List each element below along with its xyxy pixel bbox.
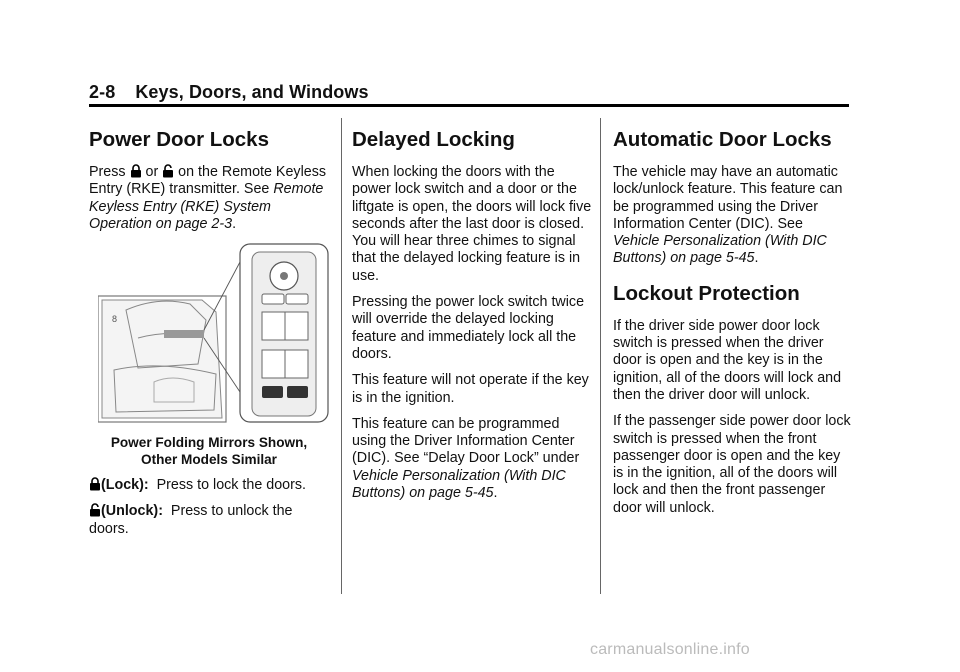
- lock-icon: [89, 477, 101, 491]
- unlock-switch: [287, 386, 308, 398]
- door-switch-illustration: [98, 242, 330, 424]
- ref-rke-operation: Remote Keyless Entry (RKE) System Operation on page 2-3: [89, 181, 324, 232]
- column-divider-2: [600, 118, 601, 594]
- caption-line-2: Other Models Similar: [141, 451, 277, 467]
- header-rule: [89, 104, 849, 107]
- text-rke: on the Remote Keyless Entry (RKE) transmitter. See: [89, 164, 326, 198]
- ref-vehicle-personalization: Vehicle Personalization (With DIC Buttons) on page 5-45: [613, 233, 827, 267]
- paragraph-lockout-1: If the driver side power door lock switch is pressed when the driver door is open and the key is in the ignition, all of the doors will lock and then the driver door will unlock.: [613, 317, 842, 403]
- text-automatic: The vehicle may have an automatic lock/unlock feature. This feature can be programmed using the Driver Information Center (DIC). See: [613, 164, 843, 232]
- paragraph-delayed-4: [352, 416, 592, 502]
- paragraph-delayed-3: This feature will not operate if the key is in the ignition.: [352, 372, 589, 406]
- text-or: or: [141, 164, 163, 180]
- paragraph-delayed-1: When locking the doors with the power lock switch and a door or the liftgate is open, the doors will lock five seconds after the last door is closed. You will hear three chimes to signal that the delayed locking feature is in use.: [352, 164, 592, 284]
- column-divider-1: [341, 118, 342, 594]
- desc-unlock: Press to unlock the doors.: [89, 503, 293, 537]
- heading-delayed-locking: Delayed Locking: [352, 128, 515, 151]
- paragraph-press-lock: [89, 164, 329, 233]
- watermark: carmanualsonline.info: [590, 641, 750, 658]
- lock-switch: [262, 386, 283, 398]
- switch-location: [164, 330, 204, 338]
- heading-lockout-protection: Lockout Protection: [613, 281, 800, 305]
- column-automatic-door-locks: [613, 128, 853, 526]
- text-period: .: [232, 215, 237, 232]
- page-header: [89, 82, 369, 103]
- caption-line-1: Power Folding Mirrors Shown,: [110, 435, 308, 451]
- paragraph-delayed-2: Pressing the power lock switch twice will override the delayed locking feature and immediately lock all the doors.: [352, 294, 585, 362]
- desc-lock: Press to lock the doors.: [156, 477, 307, 494]
- text-press: Press: [89, 164, 130, 180]
- term-lock: (Lock):: [101, 477, 149, 494]
- heading-automatic-door-locks: Automatic Door Locks: [613, 128, 832, 151]
- column-power-door-locks: [89, 128, 329, 547]
- figure-caption: [89, 435, 329, 468]
- page-number: 2-8: [89, 82, 116, 102]
- lock-icon: [130, 164, 142, 178]
- paragraph-automatic-1: [613, 164, 853, 268]
- svg-text:8: 8: [112, 314, 118, 325]
- text-period: .: [754, 250, 759, 267]
- paragraph-lockout-2: If the passenger side power door lock switch is pressed when the front passenger door is open and the key is in the ignition, all of the doors will lock and then the front passenger door will unlock.: [613, 413, 851, 516]
- unlock-icon: [162, 164, 174, 178]
- heading-power-door-locks: Power Door Locks: [89, 128, 269, 151]
- term-unlock: (Unlock):: [101, 503, 163, 520]
- section-title: Keys, Doors, and Windows: [135, 82, 369, 102]
- lock-definition: [89, 477, 329, 494]
- column-delayed-locking: [352, 128, 592, 511]
- ref-vehicle-personalization: Vehicle Personalization (With DIC Buttons) on page 5-45: [352, 467, 566, 502]
- unlock-definition: [89, 503, 329, 538]
- text-period: .: [493, 485, 498, 502]
- text-programmed: This feature can be programmed using the Driver Information Center (DIC). See “Delay Door Lock” under: [352, 415, 580, 467]
- unlock-icon: [89, 503, 101, 517]
